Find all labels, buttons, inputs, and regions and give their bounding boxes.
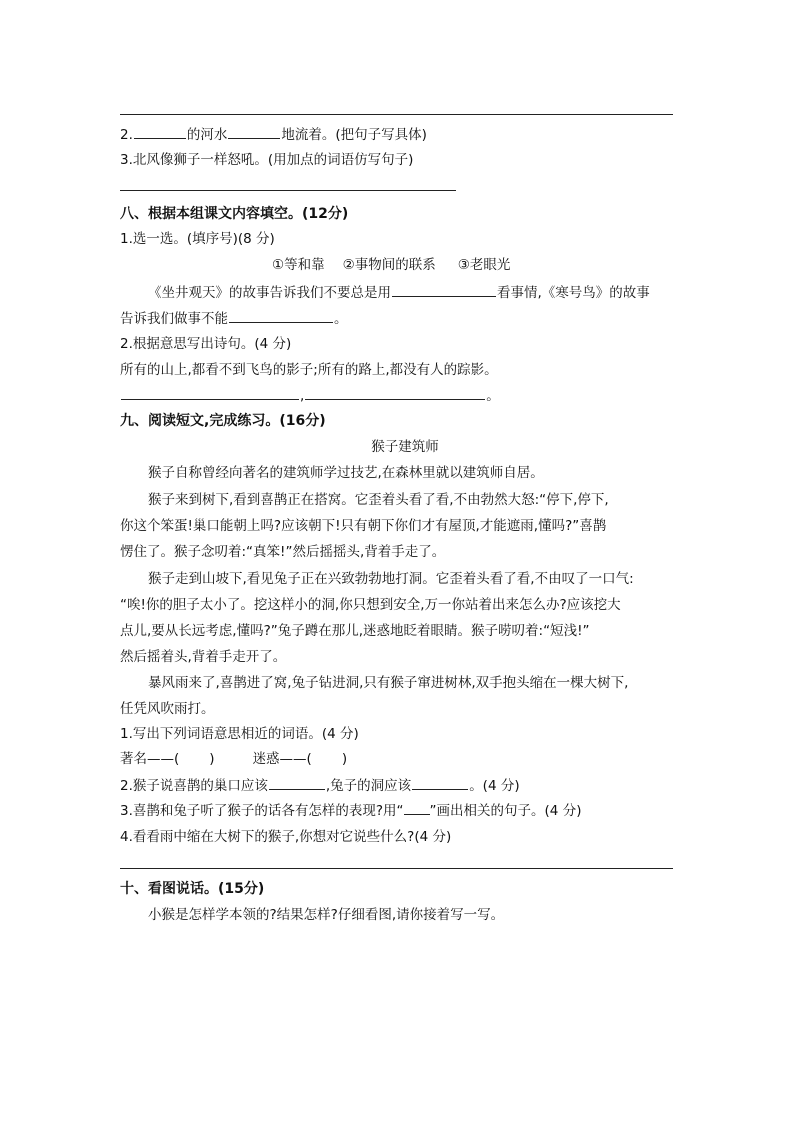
section9-q1-words: 著名——( ) 迷惑——( ) [120,751,348,767]
option-1: ①等和靠 [272,257,325,273]
passage-line: 暴风雨来了,喜鹊进了窝,兔子钻进洞,只有猴子窜进树林,双手抱头缩在一棵大树下, [148,675,629,691]
answer-blank[interactable] [134,124,186,139]
answer-line [120,190,456,191]
answer-blank[interactable] [121,385,299,400]
passage-line: 愣住了。猴子念叨着:“真笨!”然后摇摇头,背着手走了。 [120,544,446,560]
option-3: ③老眼光 [457,257,511,273]
passage-line: 点儿,要从长远考虑,懂吗?”兔子蹲在那儿,迷惑地眨着眼睛。猴子唠叨着:“短浅!” [120,623,590,639]
passage-line: 猴子自称曾经向著名的建筑师学过技艺,在森林里就以建筑师自居。 [148,465,544,481]
section9-q2: 2.猴子说喜鹊的巢口应该 ,兔子的洞应该 。(4 分) [120,775,520,796]
underline-sample [404,802,430,815]
section9-q3: 3.喜鹊和兔子听了猴子的话各有怎样的表现?用“ ”画出相关的句子。(4 分) [120,803,582,819]
passage-line: 任凭风吹雨打。 [120,701,215,717]
section8-heading: 八、根据本组课文内容填空。(12分) [120,206,349,222]
passage-line: 猴子走到山坡下,看见兔子正在兴致勃勃地打洞。它歪着头看了看,不由叹了一口气: [148,571,634,587]
section9-q4: 4.看看雨中缩在大树下的猴子,你想对它说些什么?(4 分) [120,829,452,845]
answer-blank[interactable] [392,282,496,297]
section9-heading: 九、阅读短文,完成练习。(16分) [120,413,326,429]
answer-blank[interactable] [412,775,468,790]
section8-q2-label: 2.根据意思写出诗句。(4 分) [120,336,292,352]
section8-q1-text-line2: 告诉我们做事不能 。 [120,308,348,329]
section9-q1: 1.写出下列词语意思相近的词语。(4 分) [120,726,359,742]
option-2: ②事物间的联系 [342,257,436,273]
answer-blank[interactable] [228,124,280,139]
answer-blank[interactable] [229,308,333,323]
section8-q1-label: 1.选一选。(填序号)(8 分) [120,231,275,247]
passage-line: 猴子来到树下,看到喜鹊正在搭窝。它歪着头看了看,不由勃然大怒:“停下,停下, [148,492,609,508]
section10-text: 小猴是怎样学本领的?结果怎样?仔细看图,请你接着写一写。 [148,907,505,923]
section8-options [272,255,510,275]
passage-line: 你这个笨蛋!巢口能朝上吗?应该朝下!只有朝下你们才有屋顶,才能遮雨,懂吗?”喜鹊 [120,518,607,534]
section8-q1-text-line1: 《坐井观天》的故事告诉我们不要总是用 看事情,《寒号鸟》的故事 [148,282,650,303]
passage-line: 然后摇着头,背着手走开了。 [120,649,287,665]
section10-heading: 十、看图说话。(15分) [120,881,265,897]
section8-q2-text: 所有的山上,都看不到飞鸟的影子;所有的路上,都没有人的踪影。 [120,362,498,378]
answer-line [120,868,673,869]
section8-q2-blanks: , 。 [120,385,500,406]
answer-blank[interactable] [305,385,485,400]
q7-item2: 2. 的河水 地流着。(把句子写具体) [120,124,427,145]
answer-blank[interactable] [269,775,325,790]
q7-item3: 3.北风像狮子一样怒吼。(用加点的词语仿写句子) [120,152,414,168]
passage-line: “唉!你的胆子太小了。挖这样小的洞,你只想到安全,万一你站着出来怎么办?应该挖大 [120,597,621,613]
passage-title: 猴子建筑师 [371,439,439,455]
answer-line [120,114,673,115]
